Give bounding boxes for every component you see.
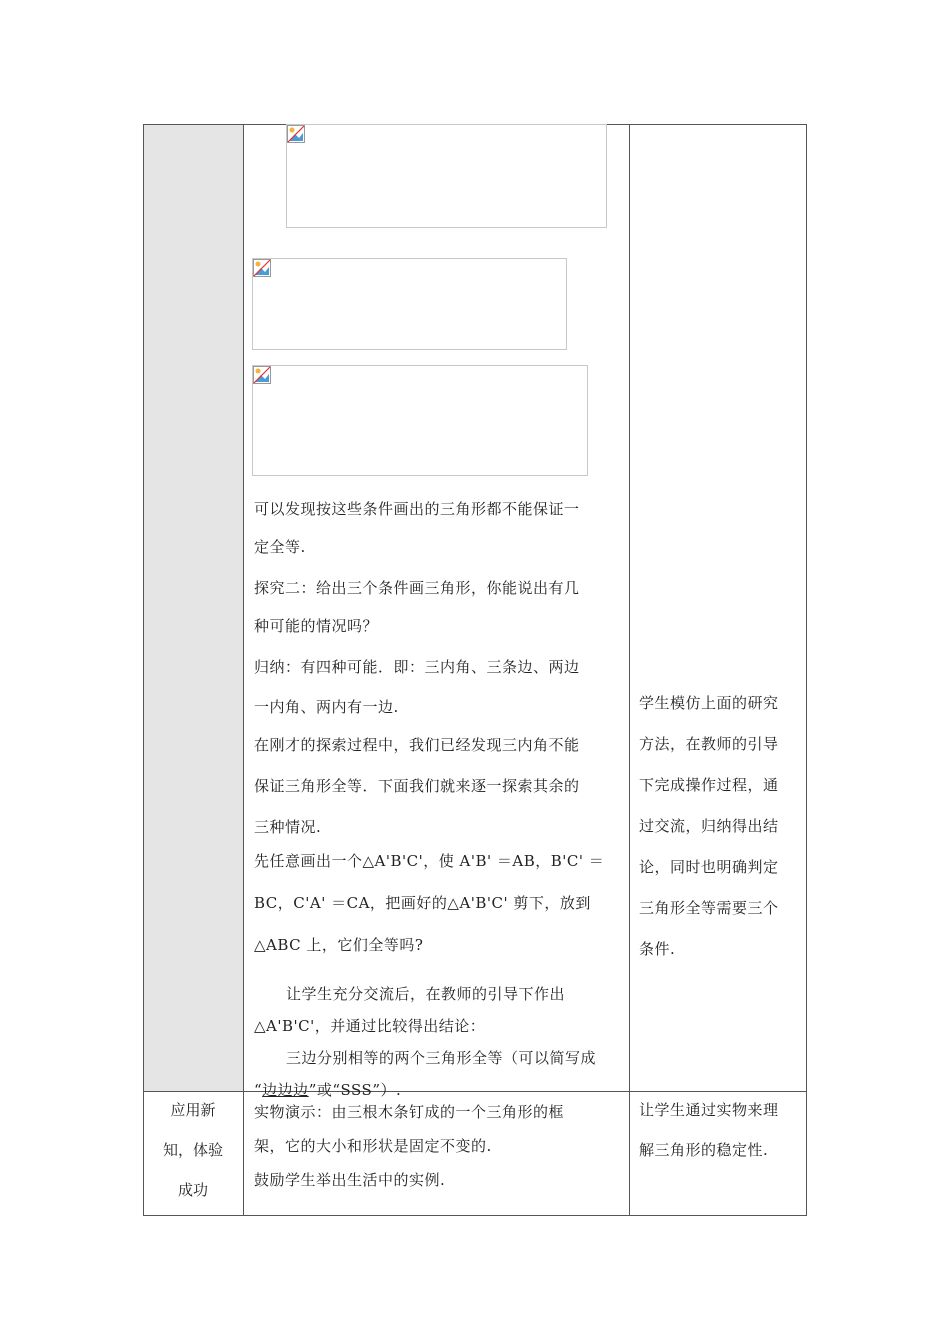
- right-note-student-activity: [639, 683, 779, 970]
- text-line: 实物演示：由三根木条钉成的一个三角形的框: [254, 1103, 565, 1121]
- text-fragment: ”或“SSS”）.: [308, 1081, 402, 1099]
- paragraph-conclusion: [254, 490, 580, 566]
- diagram-image-2: [252, 258, 567, 350]
- text-line: 过交流，归纳得出结: [639, 817, 779, 835]
- text-line: 架，它的大小和形状是固定不变的.: [254, 1137, 492, 1155]
- broken-image-icon: [253, 259, 271, 277]
- text-line: 学生模仿上面的研究: [639, 694, 779, 712]
- column-divider: [629, 125, 630, 1215]
- quote-mark: “: [254, 1081, 263, 1099]
- text-line: 让学生通过实物来理: [639, 1101, 779, 1119]
- text-line: 三边分别相等的两个三角形全等（可以简写成: [286, 1049, 597, 1067]
- text-line: 三角形全等需要三个: [639, 899, 779, 917]
- text-line: 种可能的情况吗？: [254, 617, 379, 635]
- text-line: 一内角、两内有一边.: [254, 698, 399, 716]
- text-line: 方法，在教师的引导: [639, 735, 779, 753]
- text-line: 条件.: [639, 940, 676, 958]
- text-line: 保证三角形全等．下面我们就来逐一探索其余的: [254, 777, 580, 795]
- paragraph-exploration: [254, 725, 580, 848]
- diagram-image-3: [252, 365, 588, 476]
- right-note-stability: [639, 1090, 779, 1170]
- text-line: 先任意画出一个△A'B'C'，使 A'B' ＝AB，B'C' ＝: [254, 852, 605, 870]
- sss-chinese-term: 边边边: [262, 1081, 309, 1099]
- text-line: 在刚才的探索过程中，我们已经发现三内角不能: [254, 736, 580, 754]
- stage-label-line: 成功: [177, 1181, 208, 1199]
- stage-label: [143, 1090, 243, 1210]
- stage-label-line: 知，体验: [162, 1141, 223, 1159]
- text-line: 让学生充分交流后，在教师的引导下作出: [286, 985, 566, 1003]
- text-line: △A'B'C'，并通过比较得出结论：: [254, 1017, 486, 1035]
- text-line: 鼓励学生举出生活中的实例.: [254, 1171, 446, 1189]
- text-line: BC，C'A' ＝CA，把画好的△A'B'C' 剪下，放到: [254, 894, 591, 912]
- stage-column-top: [144, 125, 244, 1091]
- paragraph-demonstration: [254, 1095, 564, 1197]
- paragraph-explore-two: [254, 569, 580, 645]
- text-line: 三种情况.: [254, 818, 322, 836]
- text-line: 探究二：给出三个条件画三角形，你能说出有几: [254, 579, 580, 597]
- paragraph-summary: [254, 647, 580, 727]
- text-line: 论，同时也明确判定: [639, 858, 779, 876]
- diagram-image-1: [286, 124, 607, 228]
- text-line: 解三角形的稳定性.: [639, 1141, 769, 1159]
- broken-image-icon: [287, 125, 305, 143]
- stage-label-line: 应用新: [170, 1101, 216, 1119]
- text-line: △ABC 上，它们全等吗?: [254, 936, 424, 954]
- broken-image-icon: [253, 366, 271, 384]
- text-line: 归纳：有四种可能．即：三内角、三条边、两边: [254, 658, 580, 676]
- text-line: 定全等.: [254, 538, 306, 556]
- text-line: 下完成操作过程，通: [639, 776, 779, 794]
- paragraph-construction: [254, 840, 604, 966]
- text-line: 可以发现按这些条件画出的三角形都不能保证一: [254, 500, 580, 518]
- paragraph-discussion: [254, 978, 565, 1042]
